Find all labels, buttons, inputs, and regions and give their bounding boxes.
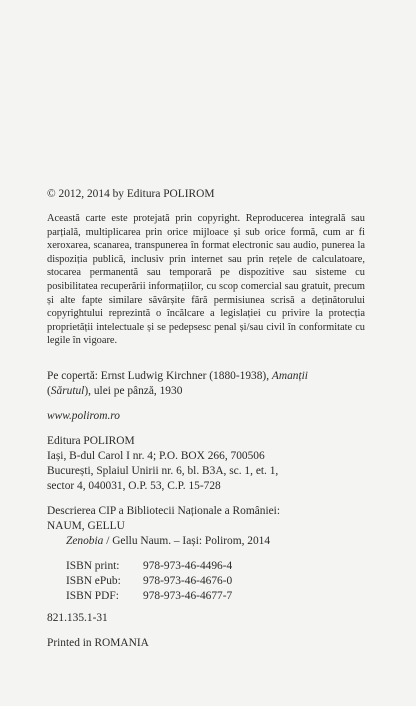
isbn-pdf-row: [66, 589, 232, 603]
isbn-epub-row: [66, 574, 232, 588]
cover-credit-line1: [47, 369, 308, 383]
isbn-print-value: 978-973-46-4496-4: [143, 560, 233, 572]
cover-credit-prefix: Pe copertă: Ernst Ludwig Kirchner (1880-1938),: [47, 370, 272, 382]
cip-book-entry: [66, 534, 270, 548]
copyright-line: © 2012, 2014 by Editura POLIROM: [47, 188, 215, 200]
isbn-epub-value: 978-973-46-4676-0: [143, 575, 233, 587]
website-link[interactable]: www.polirom.ro: [47, 410, 120, 422]
publisher-name: Editura POLIROM: [47, 435, 135, 447]
cover-title-sarutul: Sărutul: [50, 385, 85, 397]
publisher-address-3: sector 4, 040031, O.P. 53, C.P. 15-728: [47, 480, 221, 492]
publisher-address-2: București, Splaiul Unirii nr. 6, bl. B3A, sc. 1, et. 1,: [47, 465, 279, 477]
cover-title-amantii: Amanții: [271, 370, 308, 382]
isbn-pdf-label: ISBN PDF:: [66, 590, 119, 602]
cip-book-title: Zenobia: [66, 535, 104, 547]
copyright-notice: Această carte este protejată prin copyright. Reproducerea integrală sau parțială, multiplicarea prin orice mijloace și sub orice formă, cum ar fi xeroxarea, scanarea, transpunerea în format electronic sau audio, punerea la dispoziția publică, inclusiv prin internet sau prin rețele de calculatoare, stocarea permanentă sau temporară pe dispozitive sau sisteme cu posibilitatea recuperării informațiilor, cu scop comercial sau gratuit, precum și alte fapte similare săvârșite fără permisiunea scrisă a deținătorului copyrightului reprezintă o încălcare a legislației cu privire la protecția proprietății intelectuale și se pedepsesc penal și/sau civil în conformitate cu legile în vigoare.: [47, 213, 365, 347]
isbn-epub-label: ISBN ePub:: [66, 575, 121, 587]
isbn-print-label: ISBN print:: [66, 560, 120, 572]
cip-author: NAUM, GELLU: [47, 520, 125, 532]
cip-book-rest: / Gellu Naum. – Iași: Polirom, 2014: [103, 535, 271, 547]
publisher-address-1: Iași, B-dul Carol I nr. 4; P.O. BOX 266, 700506: [47, 450, 265, 462]
cover-open-paren: (: [47, 385, 51, 397]
isbn-print-row: [66, 559, 232, 573]
cip-heading: Descrierea CIP a Bibliotecii Naționale a României:: [47, 505, 281, 517]
cover-credit-line2: [47, 384, 182, 398]
cover-credit-suffix: ), ulei pe pânză, 1930: [84, 385, 183, 397]
classification-code: 821.135.1-31: [47, 612, 108, 624]
printed-in: Printed in ROMANIA: [47, 637, 149, 649]
isbn-pdf-value: 978-973-46-4677-7: [143, 590, 233, 602]
